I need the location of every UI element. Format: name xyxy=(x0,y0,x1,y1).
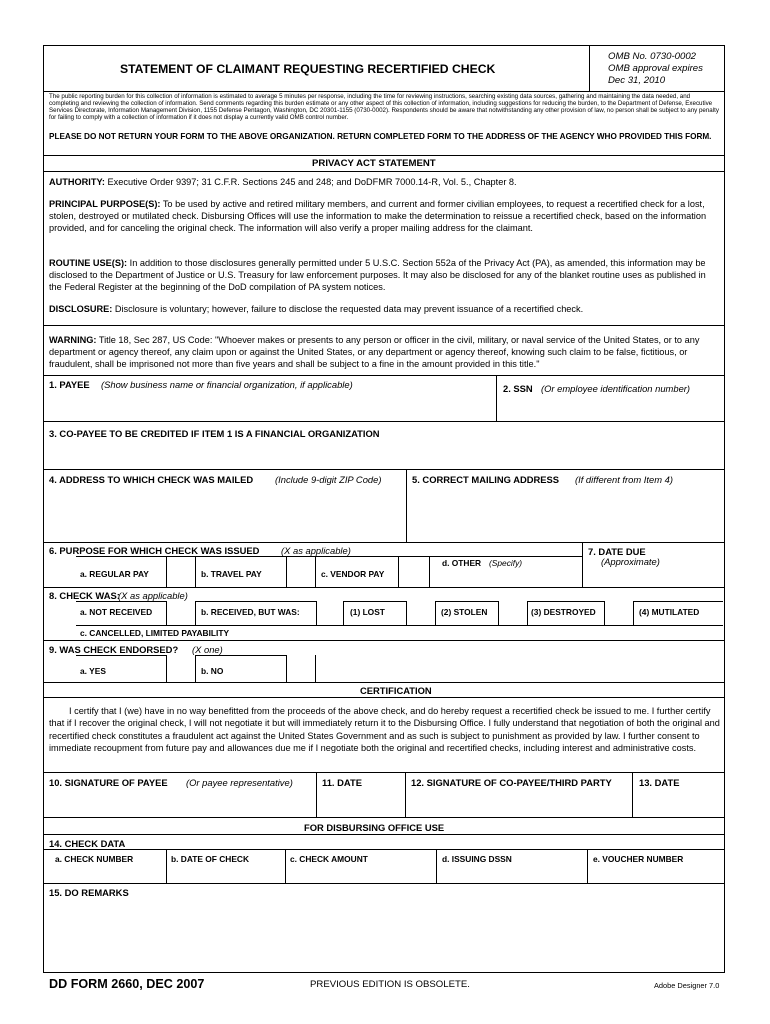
payee-label: 1. PAYEE xyxy=(49,379,90,390)
item8-divider xyxy=(43,640,724,641)
check-data-label: 14. CHECK DATA xyxy=(49,838,126,849)
ssn-hint: (Or employee identification number) xyxy=(541,383,691,394)
return-warning: PLEASE DO NOT RETURN YOUR FORM TO THE ABOVE ORGANIZATION. RETURN COMPLETED FORM TO THE ADDRESS OF THE AGENCY WHO PROVIDED THIS FORM. xyxy=(49,132,712,141)
correct-address-hint: (If different from Item 4) xyxy=(575,474,673,485)
authority-label: AUTHORITY: xyxy=(49,177,105,187)
signature-copayee-label: 12. SIGNATURE OF CO-PAYEE/THIRD PARTY xyxy=(411,777,612,788)
software-note: Adobe Designer 7.0 xyxy=(654,981,720,990)
disclosure-paragraph xyxy=(49,303,719,315)
office-heading: FOR DISBURSING OFFICE USE xyxy=(304,822,445,833)
remarks-label: 15. DO REMARKS xyxy=(49,887,129,898)
header-divider xyxy=(43,91,724,92)
stolen-label: (2) STOLEN xyxy=(441,607,488,617)
warning-paragraph xyxy=(49,334,719,370)
destroyed-checkbox[interactable] xyxy=(498,601,528,626)
disclosure-text: Disclosure is voluntary; however, failure to disclose the requested data may prevent issuance of a recertified check. xyxy=(114,304,584,314)
mutilated-label: (4) MUTILATED xyxy=(639,607,700,617)
form-id: DD FORM 2660, DEC 2007 xyxy=(49,977,205,991)
authority-text: Executive Order 9397; 31 C.F.R. Sections 245 and 248; and DoDFMR 7000.14-R, Vol. 5., Chapter 8. xyxy=(107,177,517,187)
date-11-field[interactable] xyxy=(317,773,405,817)
copayee-label: 3. CO-PAYEE TO BE CREDITED IF ITEM 1 IS A FINANCIAL ORGANIZATION xyxy=(49,428,380,439)
burden-divider xyxy=(43,155,724,156)
form-title: STATEMENT OF CLAIMANT REQUESTING RECERTIFIED CHECK xyxy=(120,62,496,76)
travel-pay-checkbox[interactable] xyxy=(286,557,316,588)
payee-field[interactable] xyxy=(44,376,496,421)
date-of-check-label: b. DATE OF CHECK xyxy=(171,854,250,864)
date-due-hint: (Approximate) xyxy=(601,556,660,567)
correct-address-field[interactable] xyxy=(407,470,723,542)
item6-divider xyxy=(43,587,724,588)
omb-date: Dec 31, 2010 xyxy=(608,75,666,86)
item9-inner-divider xyxy=(76,655,316,656)
cancelled-label: c. CANCELLED, LIMITED PAYABILITY xyxy=(80,628,230,638)
date-11-label: 11. DATE xyxy=(322,777,362,788)
correct-address-label: 5. CORRECT MAILING ADDRESS xyxy=(412,474,560,485)
voucher-number-field[interactable] xyxy=(588,850,723,883)
yes-label: a. YES xyxy=(80,666,106,676)
address-hint: (Include 9-digit ZIP Code) xyxy=(275,474,382,485)
lost-checkbox[interactable] xyxy=(316,601,344,626)
regular-pay-label: a. REGULAR PAY xyxy=(80,569,149,579)
certification-text: I certify that I (we) have in no way benefitted from the proceeds of the above check, and do hereby request a recertified check be issued to me. I further certify that if I recover the original check, I will not negotiate it but will immediately return it to the Disbursing Office. I fully understand that negotiation of both the original and recertified check constitutes a fraudulent act against the United States Government and as such is subject to punishment as provided by law. I further consent to immediate recoupment from future pay and allowances due me if I negotiate both the original and recertified checks, including interest and administrative costs. xyxy=(49,706,720,754)
authority-paragraph xyxy=(49,176,719,188)
check-was-label: 8. CHECK WAS: xyxy=(49,590,120,601)
date-due-field[interactable] xyxy=(583,543,723,587)
other-hint: (Specify) xyxy=(489,558,523,568)
not-received-label: a. NOT RECEIVED xyxy=(80,607,153,617)
received-but-label: b. RECEIVED, BUT WAS: xyxy=(201,607,300,617)
voucher-number-label: e. VOUCHER NUMBER xyxy=(593,854,684,864)
purpose-paragraph xyxy=(49,198,719,234)
issuing-dssn-label: d. ISSUING DSSN xyxy=(442,854,512,864)
regular-pay-checkbox[interactable] xyxy=(166,557,196,588)
date-13-field[interactable] xyxy=(633,773,723,817)
check-number-field[interactable] xyxy=(44,850,166,883)
routine-text: In addition to those disclosures generally permitted under 5 U.S.C. Section 552a of the Privacy Act (PA), as amended, this information may be disclosed to the Department of Justice or U.S. Treasury for law enforcement purposes. It may also be disclosed for any of the blanket routine uses as published in the Federal Register at the beginning of the DoD compilation of PA system notices. xyxy=(49,258,706,292)
mutilated-checkbox[interactable] xyxy=(604,601,634,626)
warning-label: WARNING: xyxy=(49,335,97,345)
date-13-label: 13. DATE xyxy=(639,777,680,788)
signature-payee-label: 10. SIGNATURE OF PAYEE xyxy=(49,777,168,788)
ssn-label: 2. SSN xyxy=(503,383,533,394)
obsolete-notice: PREVIOUS EDITION IS OBSOLETE. xyxy=(310,979,470,990)
stolen-checkbox[interactable] xyxy=(406,601,436,626)
warning-text: Title 18, Sec 287, US Code: "Whoever makes or presents to any person or officer in the civil, military, or naval service of the United States, or to any department or agency thereof, any claim upon or against the United States, or any department or agency thereof, knowing such claim to be false, fictitious, or fraudulent, shall be imprisoned not more than five years and shall be subject to a fine in the amount provided in this title." xyxy=(49,335,700,369)
no-checkbox[interactable] xyxy=(286,655,316,683)
signature-payee-hint: (Or payee representative) xyxy=(186,777,293,788)
omb-number: OMB No. 0730-0002 xyxy=(608,51,696,62)
other-label: d. OTHER xyxy=(442,558,482,568)
date-of-check-field[interactable] xyxy=(167,850,285,883)
signature-copayee-field[interactable] xyxy=(406,773,632,817)
issuing-dssn-field[interactable] xyxy=(437,850,587,883)
certification-heading-divider xyxy=(43,697,724,698)
purpose-item-label: 6. PURPOSE FOR WHICH CHECK WAS ISSUED xyxy=(49,545,260,556)
check-was-hint: (X as applicable) xyxy=(118,590,188,601)
payee-hint: (Show business name or financial organization, if applicable) xyxy=(101,379,353,390)
no-label: b. NO xyxy=(201,666,224,676)
vendor-pay-checkbox[interactable] xyxy=(398,557,430,588)
check-amount-label: c. CHECK AMOUNT xyxy=(290,854,368,864)
item6-inner-divider xyxy=(76,556,582,557)
address-label: 4. ADDRESS TO WHICH CHECK WAS MAILED xyxy=(49,474,254,485)
disclosure-label: DISCLOSURE: xyxy=(49,304,113,314)
vendor-pay-label: c. VENDOR PAY xyxy=(321,569,385,579)
item8-row-divider xyxy=(76,625,723,626)
privacy-heading: PRIVACY ACT STATEMENT xyxy=(312,158,436,169)
item9-divider xyxy=(43,682,724,683)
certification-heading: CERTIFICATION xyxy=(360,685,432,696)
signature-payee-field[interactable] xyxy=(44,773,316,817)
check-number-label: a. CHECK NUMBER xyxy=(55,854,134,864)
office-heading-divider xyxy=(43,834,724,835)
date-due-label: 7. DATE DUE xyxy=(588,546,646,557)
purpose-item-hint: (X as applicable) xyxy=(281,545,351,556)
lost-label: (1) LOST xyxy=(350,607,385,617)
header-divider-vertical xyxy=(589,45,590,91)
purpose-text: To be used by active and retired military members, and current and former civilian employees, to request a recertified check for a lost, stolen, destroyed or mutilated check. Disbursing Offices will use the information to make the determination to reissue a recertified check, based on the information provided, and for canceling the original check. The information will also verify a proper mailing address for the claimant. xyxy=(49,199,707,233)
signature-divider xyxy=(43,817,724,818)
endorsed-label: 9. WAS CHECK ENDORSED? xyxy=(49,644,179,655)
travel-pay-label: b. TRAVEL PAY xyxy=(201,569,262,579)
remarks-field[interactable] xyxy=(44,884,723,970)
ssn-field[interactable] xyxy=(497,376,723,421)
disclosure-divider xyxy=(43,325,724,326)
check-amount-field[interactable] xyxy=(286,850,436,883)
burden-statement: The public reporting burden for this collection of information is estimated to average 5 minutes per response, including the time for reviewing instructions, searching existing data sources, gathering and maintaining the data needed, and completing and reviewing the collection of information. Send comments regarding this burden estimate or any other aspect of this collection of information, including suggestions for reducing the burden, to the Department of Defense, Executive Services Directorate, Information Management Division, 1155 Defense Pentagon, Washington, DC 20301-1155 (0730-0002). Respondents should be aware that notwithstanding any other provision of law, no person shall be subject to any penalty for failing to comply with a collection of information if it does not display a currently valid OMB control number. xyxy=(49,93,719,122)
yes-checkbox[interactable] xyxy=(166,655,196,683)
routine-label: ROUTINE USE(S): xyxy=(49,258,128,268)
purpose-label: PRINCIPAL PURPOSE(S): xyxy=(49,199,161,209)
omb-approval: OMB approval expires xyxy=(608,63,703,74)
address-field[interactable] xyxy=(44,470,406,542)
not-received-checkbox[interactable] xyxy=(166,601,196,626)
endorsed-hint: (X one) xyxy=(192,644,223,655)
destroyed-label: (3) DESTROYED xyxy=(531,607,596,617)
privacy-heading-divider xyxy=(43,171,724,172)
copayee-field[interactable] xyxy=(44,422,723,469)
routine-paragraph xyxy=(49,257,719,293)
